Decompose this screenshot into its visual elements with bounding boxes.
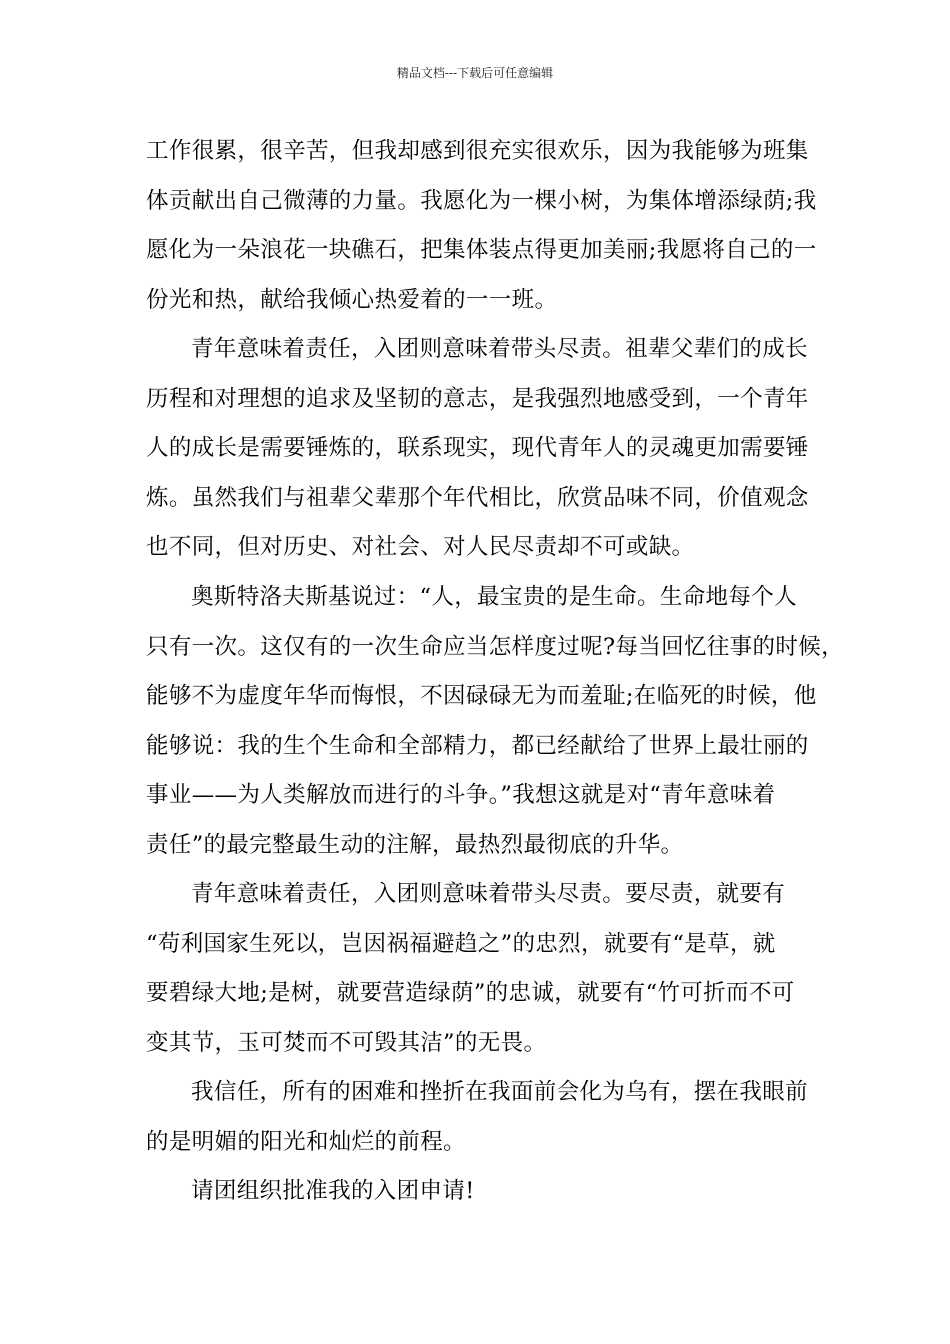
paragraph-responsibility — [146, 325, 810, 573]
paragraph-belief — [146, 1068, 810, 1167]
text-line: 青年意味着责任，入团则意味着带头尽责。祖辈父辈们的成长 — [191, 336, 808, 362]
text-line: 愿化为一朵浪花一块礁石，把集体装点得更加美丽;我愿将自己的一 — [146, 237, 817, 263]
text-line: 我信任，所有的困难和挫折在我面前会化为乌有，摆在我眼前 — [191, 1079, 808, 1105]
text-line: “苟利国家生死以，岂因祸福避趋之”的忠烈，就要有“是草，就 — [146, 930, 776, 957]
text-line: 请团组织批准我的入团申请! — [191, 1178, 475, 1204]
text-line: 能够不为虚度年华而悔恨，不因碌碌无为而羞耻;在临死的时候，他 — [146, 683, 817, 709]
text-line: 要碧绿大地;是树，就要营造绿荫”的忠诚，就要有“竹可折而不可 — [146, 980, 795, 1006]
text-line: 事业——为人类解放而进行的斗争。”我想这就是对“青年意味着 — [146, 782, 776, 808]
text-line: 工作很累，很辛苦，但我却感到很充实很欢乐，因为我能够为班集 — [146, 138, 809, 164]
text-line: 人的成长是需要锤炼的，联系现实，现代青年人的灵魂更加需要锤 — [146, 435, 809, 461]
paragraph-request — [146, 1167, 810, 1217]
paragraph-quote — [146, 573, 844, 870]
text-line: 奥斯特洛夫斯基说过：“人，最宝贵的是生命。生命地每个人 — [191, 584, 797, 610]
paragraph-duty — [146, 870, 810, 1068]
text-line: 历程和对理想的追求及坚韧的意志，是我强烈地感受到，一个青年 — [146, 385, 809, 412]
paragraph-continued — [146, 127, 817, 325]
text-line: 份光和热，献给我倾心热爱着的一一班。 — [146, 286, 558, 313]
text-line: 变其节，玉可焚而不可毁其洁”的无畏。 — [146, 1029, 547, 1056]
text-line: 的是明媚的阳光和灿烂的前程。 — [146, 1128, 466, 1155]
text-line: 只有一次。这仅有的一次生命应当怎样度过呢?每当回忆往事的时候， — [146, 633, 844, 660]
page-header: 精品文档---下载后可任意编辑 — [396, 66, 554, 80]
text-line: 也不同，但对历史、对社会、对人民尽责却不可或缺。 — [146, 534, 695, 560]
text-line: 青年意味着责任，入团则意味着带头尽责。要尽责，就要有 — [191, 881, 786, 907]
text-line: 炼。虽然我们与祖辈父辈那个年代相比，欣赏品味不同，价值观念 — [146, 484, 809, 511]
text-line: 体贡献出自己微薄的力量。我愿化为一棵小树，为集体增添绿荫;我 — [146, 187, 817, 214]
text-line: 责任”的最完整最生动的注解，最热烈最彻底的升华。 — [146, 831, 684, 858]
text-line: 能够说：我的生个生命和全部精力，都已经献给了世界上最壮丽的 — [146, 732, 809, 759]
